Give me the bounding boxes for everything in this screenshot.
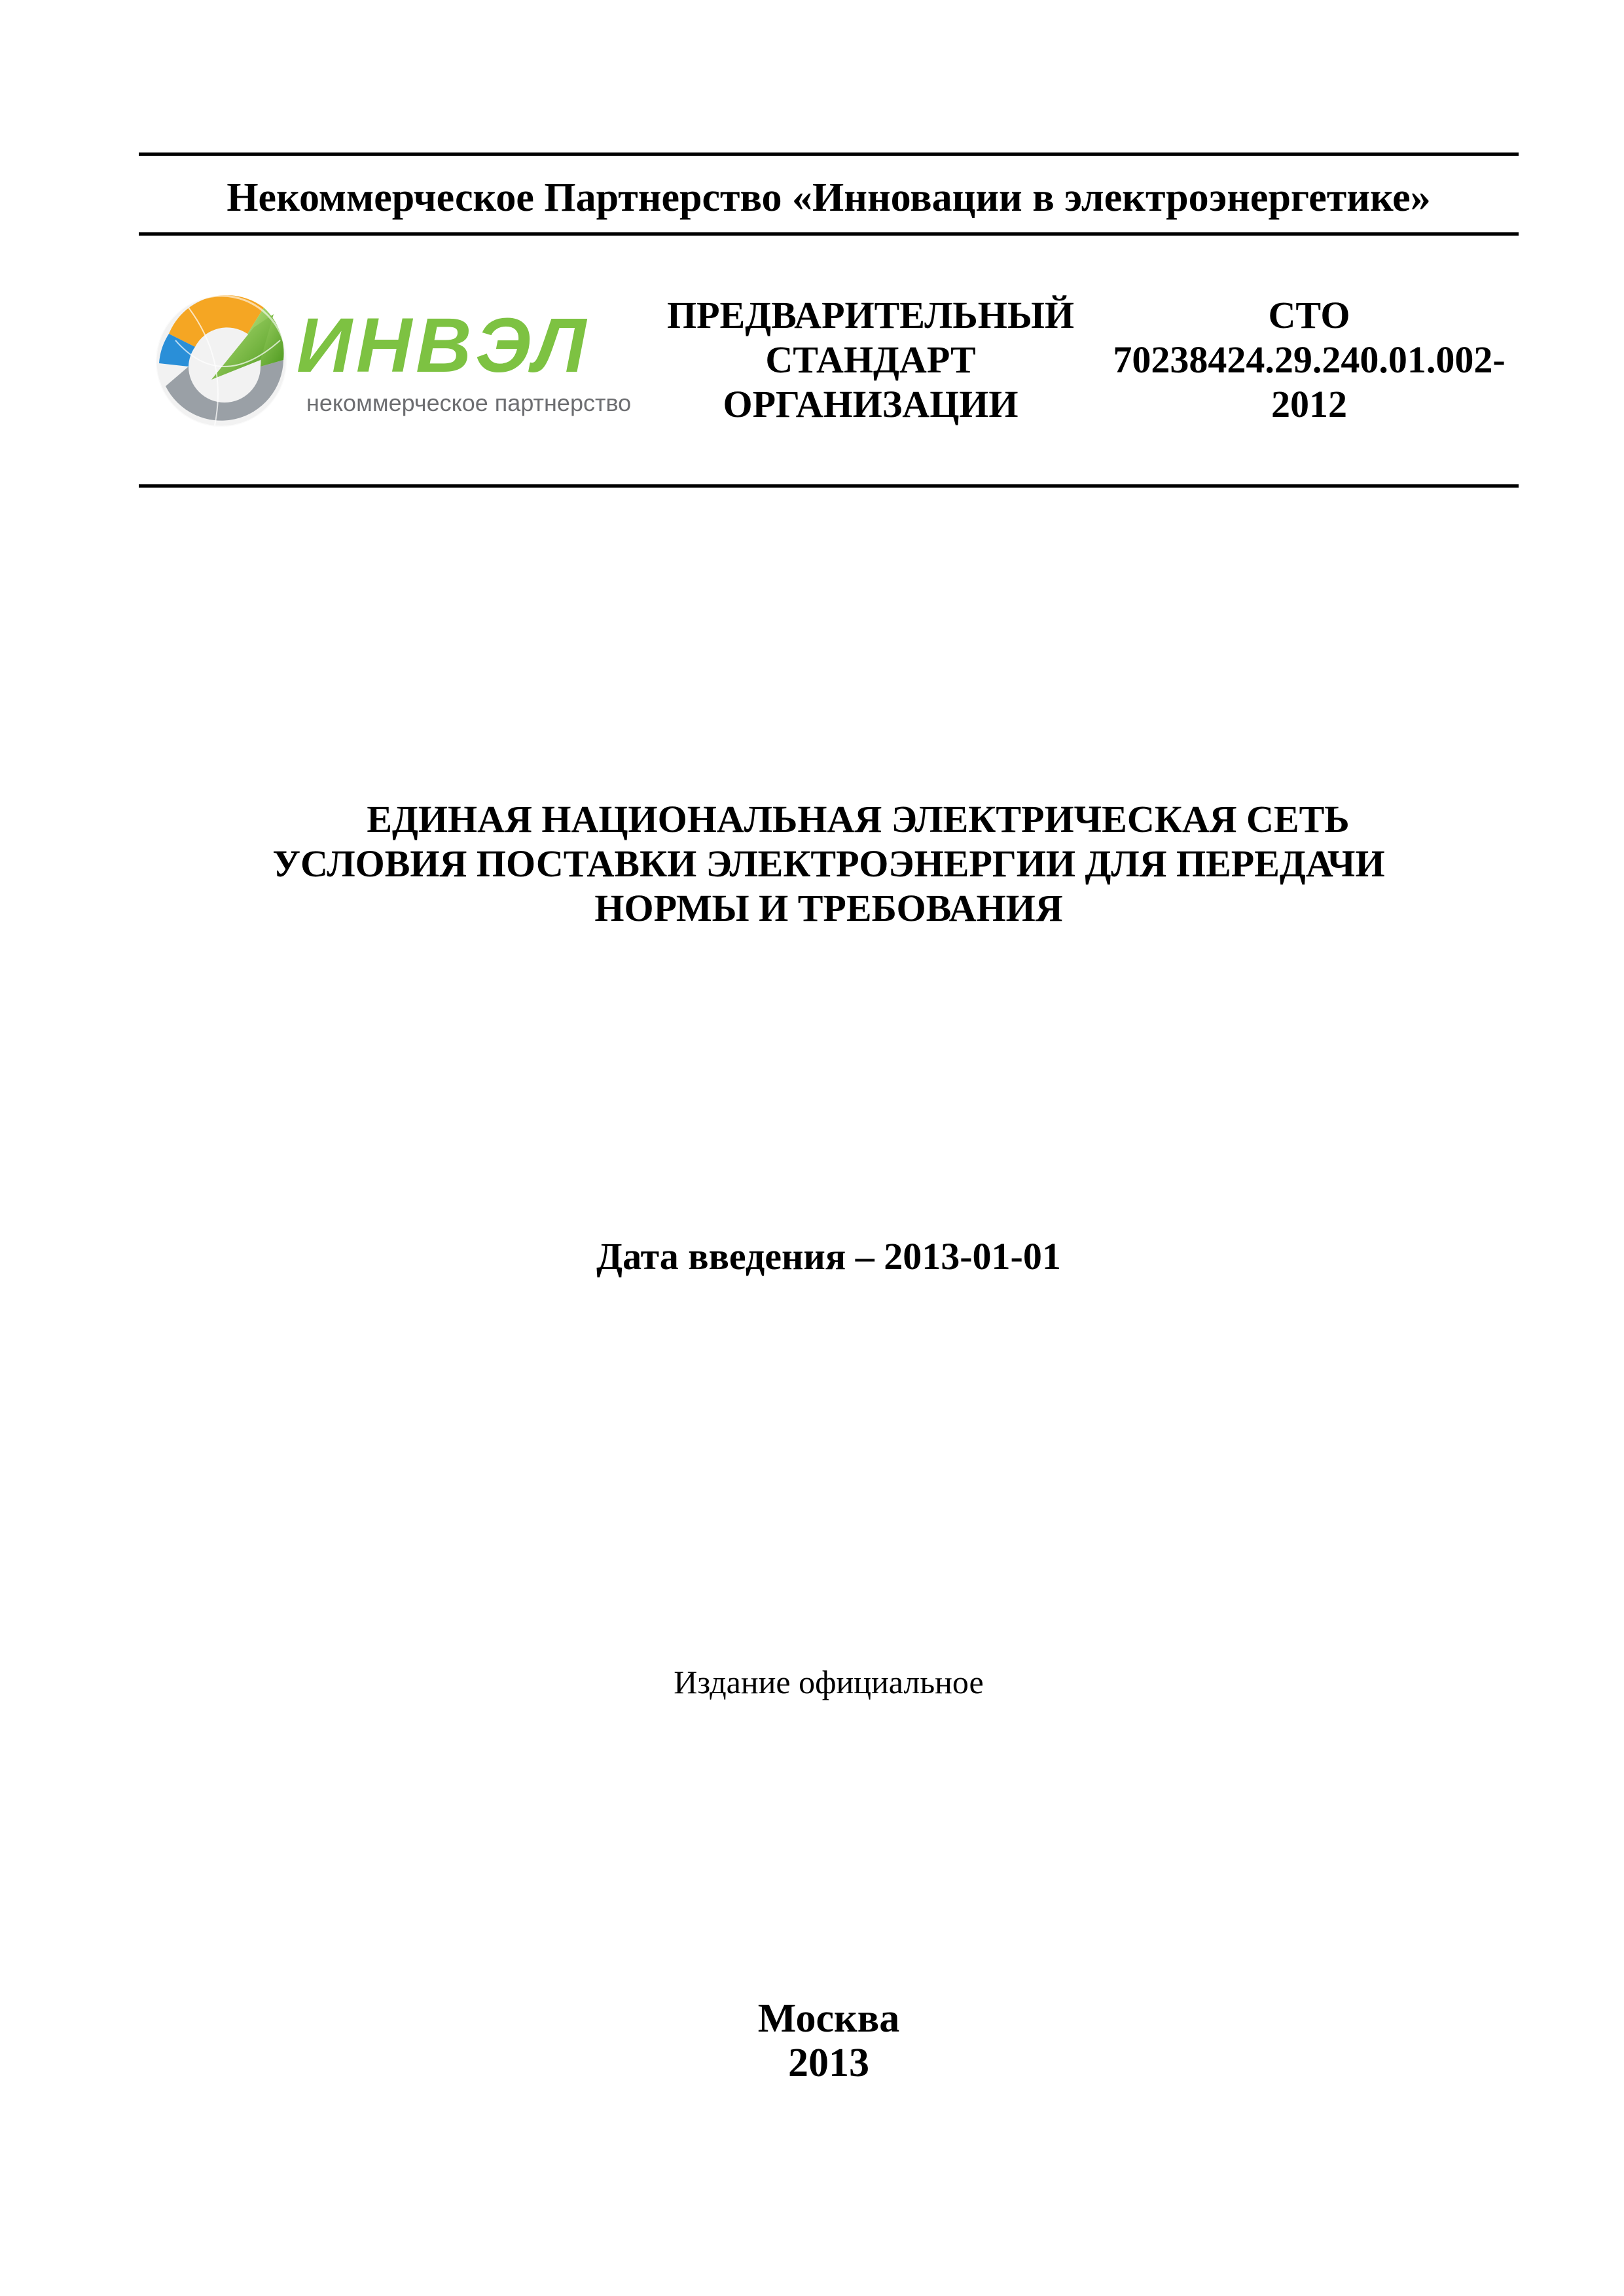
publication-place-year: [139, 1996, 1519, 2085]
standard-code-line: 70238424.29.240.01.002-: [1113, 338, 1506, 381]
edition-note: Издание официальное: [674, 1664, 984, 1700]
organization-name: Некоммерческое Партнерство «Инновации в электроэнергетике»: [226, 175, 1431, 220]
globe-logo-icon: [149, 288, 647, 445]
introduction-date: Дата введения – 2013-01-01: [596, 1235, 1061, 1278]
document-title: [139, 797, 1519, 931]
logo-tagline: некоммерческое партнерство: [306, 389, 632, 416]
header-section-rule: [139, 484, 1519, 488]
standard-code-line: 2012: [1271, 383, 1347, 425]
logo-wordmark: ИНВЭЛ: [297, 302, 590, 389]
invel-logo: [149, 288, 647, 445]
standard-type-line: ОРГАНИЗАЦИИ: [723, 383, 1019, 425]
publication-city: Москва: [757, 1996, 900, 2041]
top-rule: [139, 152, 1519, 156]
title-line: НОРМЫ И ТРЕБОВАНИЯ: [594, 887, 1063, 929]
title-line: ЕДИНАЯ НАЦИОНАЛЬНАЯ ЭЛЕКТРИЧЕСКАЯ СЕТЬ: [367, 798, 1350, 840]
publication-year: 2013: [788, 2041, 869, 2085]
standard-type: [641, 293, 1100, 427]
standard-code: [1087, 293, 1532, 427]
standard-code-line: СТО: [1268, 294, 1350, 336]
standard-type-line: СТАНДАРТ: [765, 338, 976, 381]
standard-type-line: ПРЕДВАРИТЕЛЬНЫЙ: [667, 294, 1074, 336]
header-bottom-rule: [139, 232, 1519, 236]
title-line: УСЛОВИЯ ПОСТАВКИ ЭЛЕКТРОЭНЕРГИИ ДЛЯ ПЕРЕДАЧИ: [272, 842, 1385, 885]
